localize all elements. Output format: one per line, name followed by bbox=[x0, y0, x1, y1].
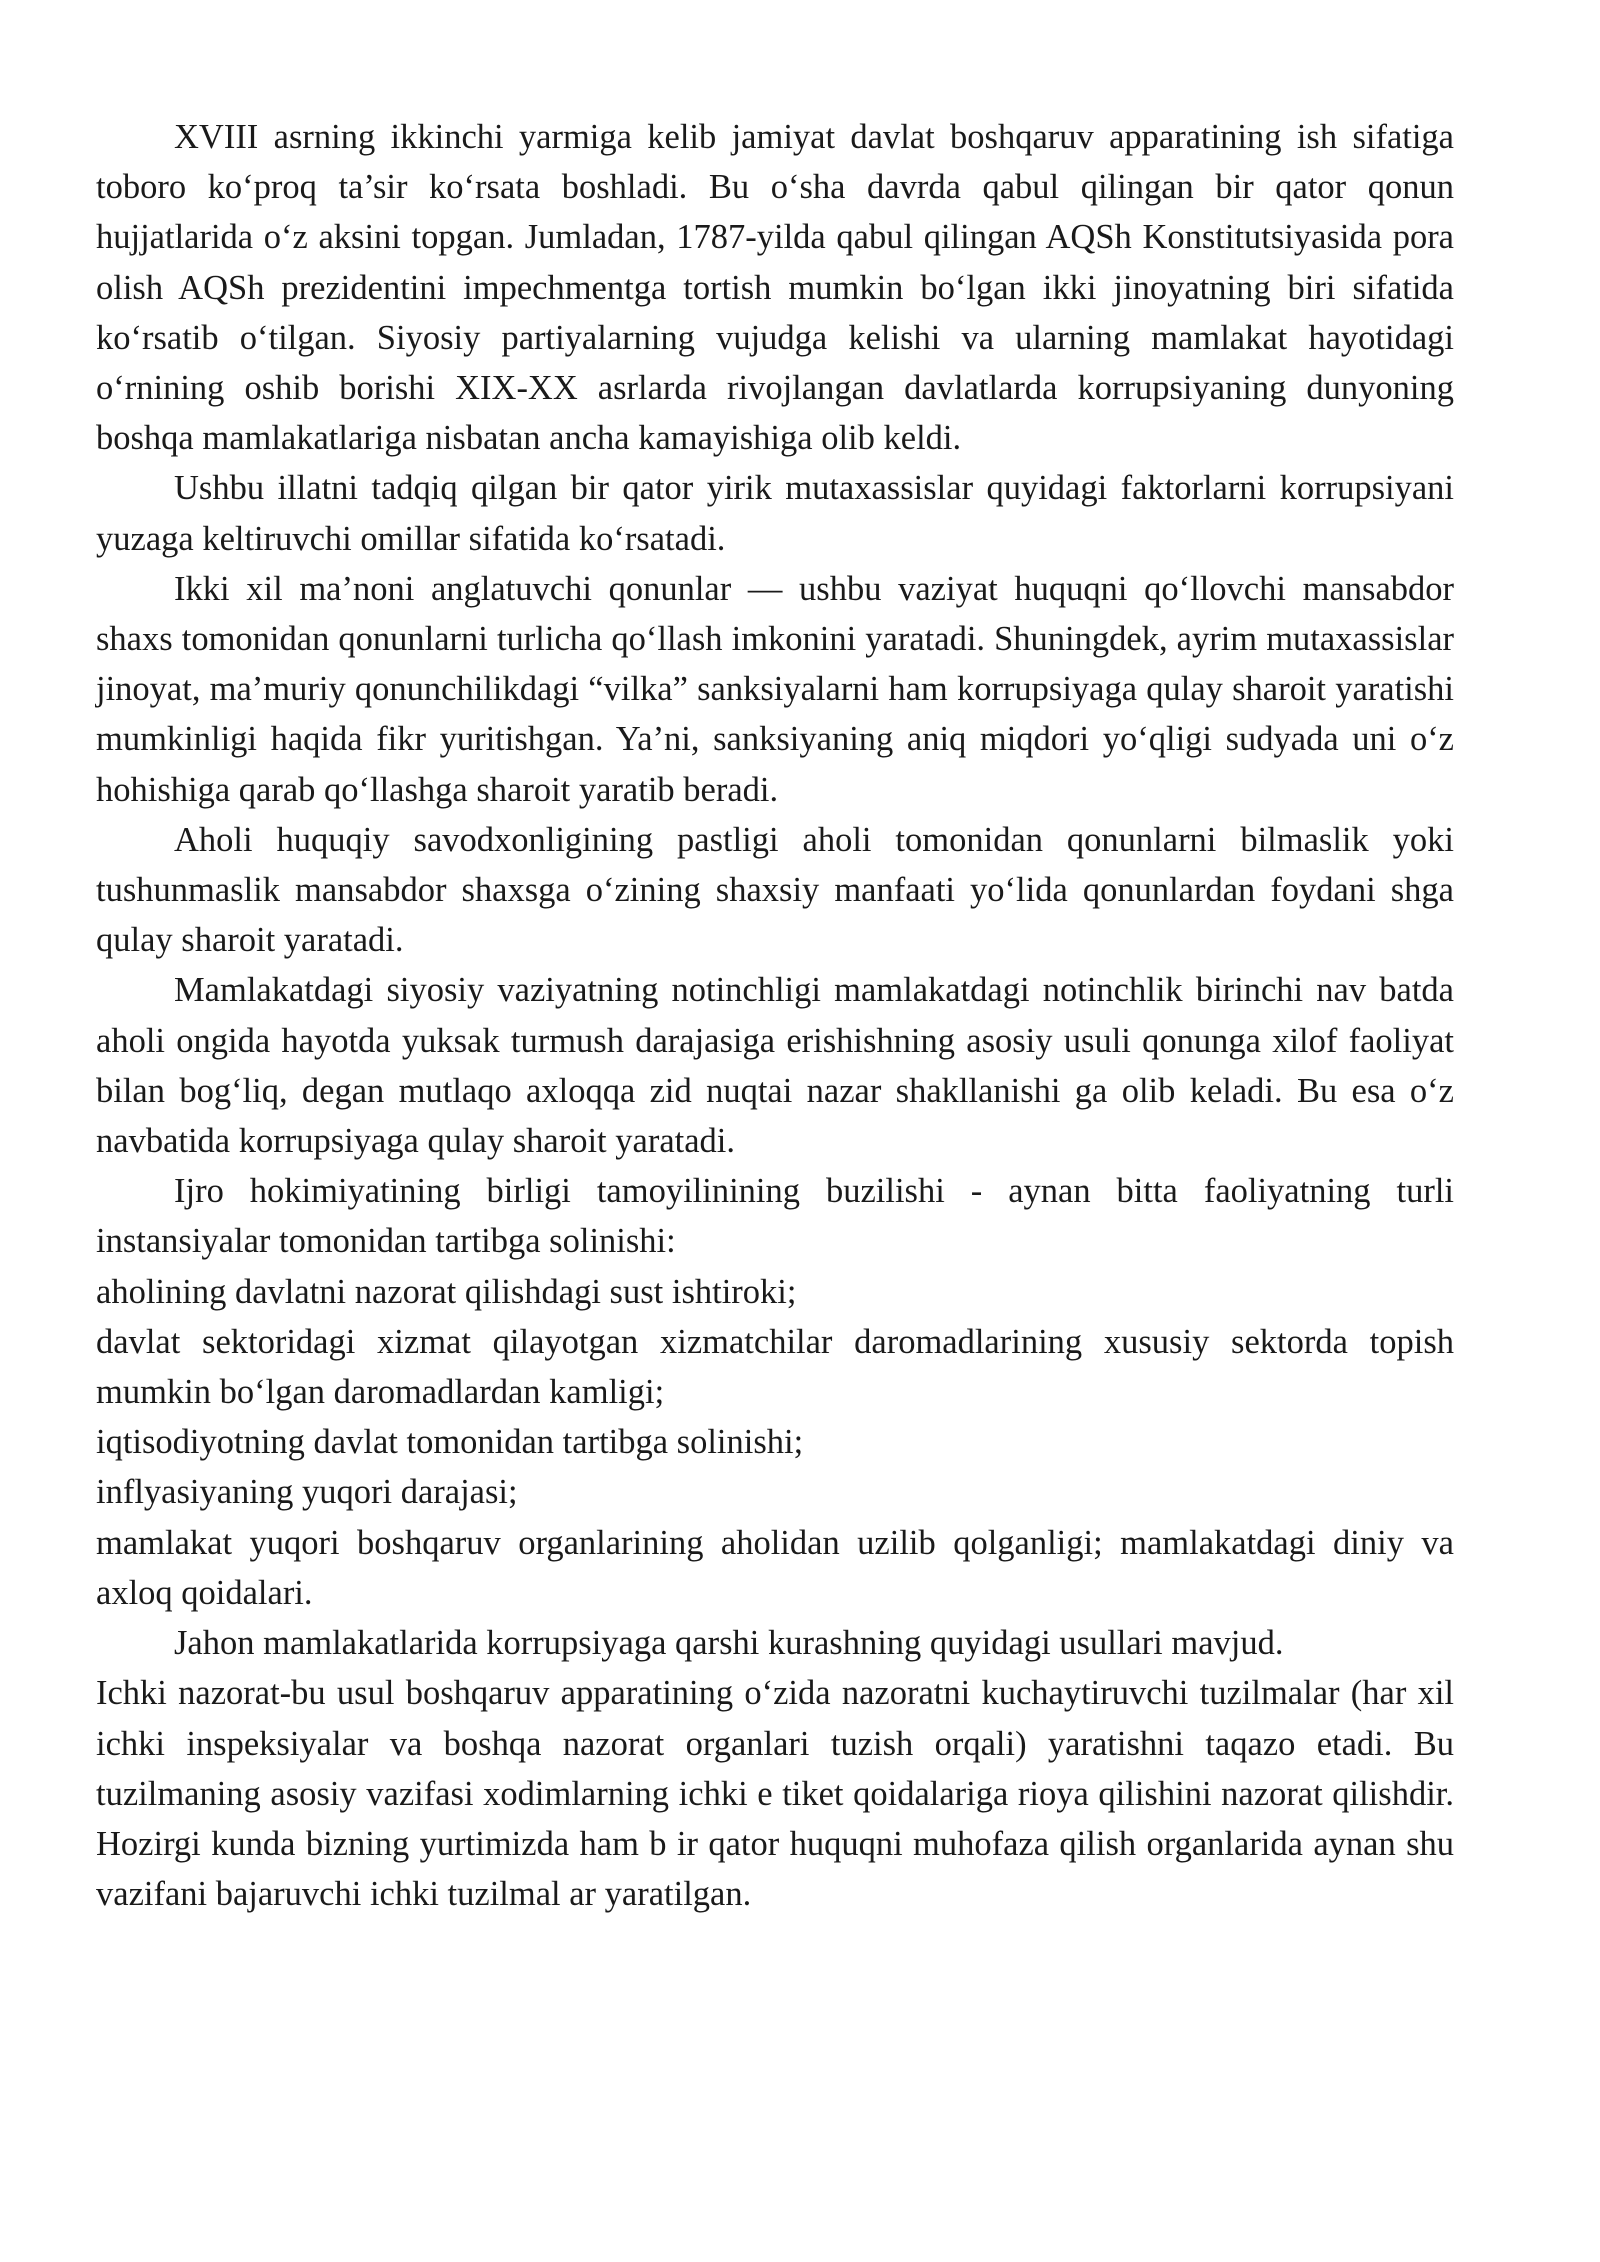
paragraph-factors-intro: Ushbu illatni tadqiq qilgan bir qator yirik mutaxassislar quyidagi faktorlarni korrupsiyani yuzaga keltiruvchi omillar sifatida ko‘rsatadi. bbox=[96, 469, 1454, 558]
paragraph-history: XVIII asrning ikkinchi yarmiga kelib jamiyat davlat boshqaruv apparatining ish sifatiga toboro ko‘proq ta’sir ko‘rsata boshladi. Bu o‘sha davrda qabul qilingan bir qator qonun hujjatlarida o‘z aksini topgan. Jumladan, 1787-yilda qabul qilingan AQSh Konstitutsiyasida pora olish AQSh prezidentini impechmentga tortish mumkin bo‘lgan ikki jinoyatning biri sifatida ko‘rsatib o‘tilgan. Siyosiy partiyalarning vujudga kelishi va ularning mamlakat hayotidagi o‘rnining oshib borishi XIX-XX asrlarda rivojlangan davlatlarda korrupsiyaning dunyoning boshqa mamlakatlariga nisbatan ancha kamayishiga olib keldi. bbox=[96, 118, 1454, 458]
list-item-public-control: aholining davlatni nazorat qilishdagi sust ishtiroki; bbox=[96, 1272, 797, 1311]
paragraph-methods-intro: Jahon mamlakatlarida korrupsiyaga qarshi kurashning quyidagi usullari mavjud. bbox=[174, 1624, 1284, 1663]
list-item-economy-regulation: iqtisodiyotning davlat tomonidan tartibga solinishi; bbox=[96, 1423, 804, 1462]
document-page bbox=[96, 112, 1454, 1919]
list-item-inflation: inflyasiyaning yuqori darajasi; bbox=[96, 1473, 518, 1512]
paragraph-internal-control: Ichki nazorat-bu usul boshqaruv apparatining o‘zida nazoratni kuchaytiruvchi tuzilmalar (har xil ichki inspeksiyalar va boshqa nazorat organlari tuzish orqali) yaratishni taqazo etadi. Bu tuzilmaning asosiy vazifasi xodimlarning ichki e tiket qoidalariga rioya qilishini nazorat qilishdir. Hozirgi kunda bizning yurtimizda ham b ir qator huquqni muhofaza qilish organlarida aynan shu vazifani bajaruvchi ichki tuzilmal ar yaratilgan. bbox=[96, 1674, 1454, 1914]
paragraph-ambiguous-laws: Ikki xil ma’noni anglatuvchi qonunlar — ushbu vaziyat huquqni qo‘llovchi mansabdor shaxs tomonidan qonunlarni turlicha qo‘llash imkonini yaratadi. Shuningdek, ayrim mutaxassislar jinoyat, ma’muriy qonunchilikdagi “vilka” sanksiyalarni ham korrupsiyaga qulay sharoit yaratishi mumkinligi haqida fikr yuritishgan. Ya’ni, sanksiyaning aniq miqdori yo‘qligi sudyada uni o‘z hohishiga qarab qo‘llashga sharoit yaratib beradi. bbox=[96, 569, 1454, 809]
paragraph-executive-unity: Ijro hokimiyatining birligi tamoyilinining buzilishi - aynan bitta faoliyatning turli instansiyalar tomonidan tartibga solinishi: bbox=[96, 1172, 1454, 1261]
list-item-governance-gap: mamlakat yuqori boshqaruv organlarining aholidan uzilib qolganligi; mamlakatdagi diniy va axloq qoidalari. bbox=[96, 1523, 1454, 1612]
paragraph-legal-literacy: Aholi huquqiy savodxonligining pastligi aholi tomonidan qonunlarni bilmaslik yoki tushunmaslik mansabdor shaxsga o‘zining shaxsiy manfaati yo‘lida qonunlardan foydani shga qulay sharoit yaratadi. bbox=[96, 820, 1454, 960]
list-item-public-salaries: davlat sektoridagi xizmat qilayotgan xizmatchilar daromadlarining xususiy sektorda topish mumkin bo‘lgan daromadlardan kamligi; bbox=[96, 1322, 1454, 1412]
paragraph-political-instability: Mamlakatdagi siyosiy vaziyatning notinchligi mamlakatdagi notinchlik birinchi nav batda aholi ongida hayotda yuksak turmush darajasiga erishishning asosiy usuli qonunga xilof faoliyat bilan bog‘liq, degan mutlaqo axloqqa zid nuqtai nazar shakllanishi ga olib keladi. Bu esa o‘z navbatida korrupsiyaga qulay sharoit yaratadi. bbox=[96, 971, 1454, 1161]
